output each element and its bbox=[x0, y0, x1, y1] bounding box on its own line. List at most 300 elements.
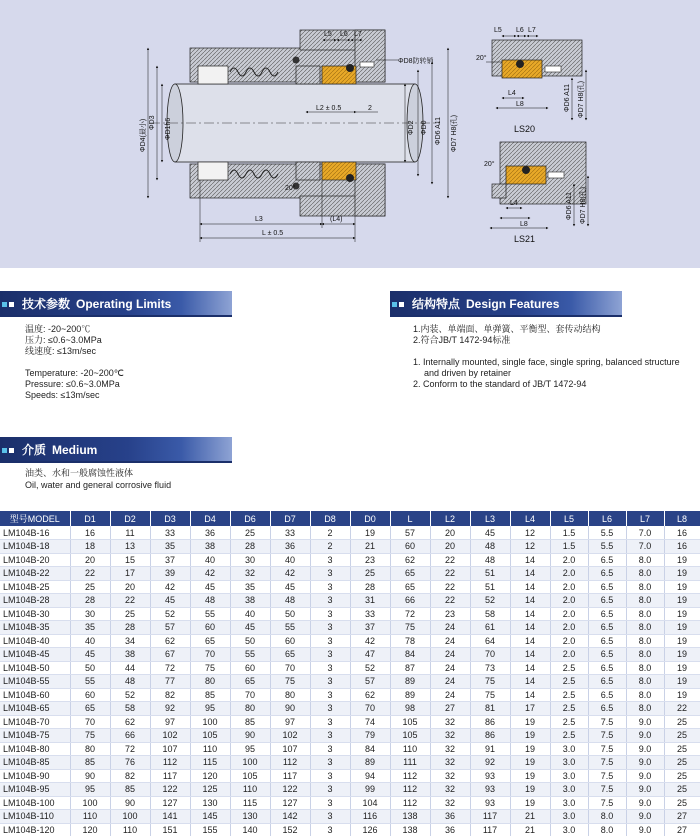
value-cell: 21 bbox=[510, 810, 550, 824]
model-cell: LM104B-95 bbox=[0, 783, 70, 797]
value-cell: 66 bbox=[390, 594, 430, 608]
banner-square-icon bbox=[9, 448, 14, 453]
value-cell: 3.0 bbox=[550, 769, 588, 783]
value-cell: 86 bbox=[470, 729, 510, 743]
table-row bbox=[0, 621, 700, 635]
value-cell: 52 bbox=[110, 688, 150, 702]
value-cell: 91 bbox=[470, 742, 510, 756]
value-cell: 72 bbox=[110, 742, 150, 756]
value-cell: 9.0 bbox=[626, 769, 664, 783]
value-cell: 8.0 bbox=[588, 810, 626, 824]
model-cell: LM104B-25 bbox=[0, 580, 70, 594]
table-row bbox=[0, 540, 700, 554]
value-cell: 7.5 bbox=[588, 756, 626, 770]
value-cell: 7.5 bbox=[588, 769, 626, 783]
value-cell: 48 bbox=[470, 540, 510, 554]
column-header: D1 bbox=[70, 511, 110, 526]
value-cell: 110 bbox=[190, 742, 230, 756]
dim-two: 2 bbox=[368, 105, 372, 112]
value-cell: 126 bbox=[350, 823, 390, 836]
value-cell: 84 bbox=[390, 648, 430, 662]
value-cell: 7.0 bbox=[626, 526, 664, 540]
value-cell: 45 bbox=[470, 526, 510, 540]
value-cell: 90 bbox=[70, 769, 110, 783]
table-row bbox=[0, 729, 700, 743]
value-cell: 42 bbox=[190, 567, 230, 581]
value-cell: 48 bbox=[110, 675, 150, 689]
value-cell: 32 bbox=[230, 567, 270, 581]
value-cell: 19 bbox=[510, 742, 550, 756]
value-cell: 24 bbox=[430, 648, 470, 662]
value-cell: 2.5 bbox=[550, 675, 588, 689]
banner-square-icon bbox=[2, 302, 7, 307]
value-cell: 19 bbox=[510, 729, 550, 743]
design-features-banner bbox=[390, 291, 622, 315]
table-row bbox=[0, 742, 700, 756]
value-cell: 25 bbox=[70, 580, 110, 594]
dim-d3: ΦD3 bbox=[149, 115, 156, 130]
dim-l7: L7 bbox=[354, 31, 362, 38]
value-cell: 8.0 bbox=[626, 702, 664, 716]
value-cell: 151 bbox=[150, 823, 190, 836]
value-cell: 13 bbox=[110, 540, 150, 554]
value-cell: 7.5 bbox=[588, 783, 626, 797]
value-cell: 142 bbox=[270, 810, 310, 824]
value-cell: 75 bbox=[270, 675, 310, 689]
value-cell: 3 bbox=[310, 594, 350, 608]
value-cell: 24 bbox=[430, 675, 470, 689]
value-cell: 120 bbox=[70, 823, 110, 836]
value-cell: 80 bbox=[70, 742, 110, 756]
value-cell: 14 bbox=[510, 648, 550, 662]
value-cell: 9.0 bbox=[626, 823, 664, 836]
value-cell: 117 bbox=[150, 769, 190, 783]
value-cell: 37 bbox=[150, 553, 190, 567]
model-cell: LM104B-20 bbox=[0, 553, 70, 567]
value-cell: 62 bbox=[110, 715, 150, 729]
value-cell: 70 bbox=[270, 661, 310, 675]
model-cell: LM104B-40 bbox=[0, 634, 70, 648]
value-cell: 95 bbox=[230, 742, 270, 756]
value-cell: 95 bbox=[190, 702, 230, 716]
ls20-l4: L4 bbox=[508, 90, 516, 97]
table-row bbox=[0, 783, 700, 797]
value-cell: 32 bbox=[430, 742, 470, 756]
value-cell: 95 bbox=[70, 783, 110, 797]
dim-l5: L5 bbox=[324, 31, 332, 38]
value-cell: 75 bbox=[190, 661, 230, 675]
value-cell: 3 bbox=[310, 810, 350, 824]
value-cell: 75 bbox=[70, 729, 110, 743]
design-en-1b: and driven by retainer bbox=[424, 368, 512, 378]
value-cell: 105 bbox=[230, 769, 270, 783]
value-cell: 155 bbox=[190, 823, 230, 836]
value-cell: 28 bbox=[350, 580, 390, 594]
value-cell: 20 bbox=[110, 580, 150, 594]
value-cell: 80 bbox=[270, 688, 310, 702]
value-cell: 19 bbox=[510, 769, 550, 783]
value-cell: 111 bbox=[390, 756, 430, 770]
ls21-l8: L8 bbox=[520, 221, 528, 228]
table-row bbox=[0, 675, 700, 689]
value-cell: 75 bbox=[470, 688, 510, 702]
value-cell: 17 bbox=[510, 702, 550, 716]
design-cn-1: 1.内装、单端面、单弹簧、平衡型、套传动结构 bbox=[413, 324, 601, 334]
value-cell: 16 bbox=[664, 540, 700, 554]
value-cell: 65 bbox=[70, 702, 110, 716]
value-cell: 42 bbox=[350, 634, 390, 648]
value-cell: 22 bbox=[430, 567, 470, 581]
value-cell: 93 bbox=[470, 769, 510, 783]
medium-banner bbox=[0, 437, 232, 461]
value-cell: 21 bbox=[510, 823, 550, 836]
value-cell: 2.0 bbox=[550, 594, 588, 608]
technical-drawing bbox=[0, 0, 700, 268]
value-cell: 24 bbox=[430, 661, 470, 675]
value-cell: 19 bbox=[664, 675, 700, 689]
model-cell: LM104B-65 bbox=[0, 702, 70, 716]
value-cell: 102 bbox=[150, 729, 190, 743]
value-cell: 19 bbox=[510, 756, 550, 770]
dim-d8: ΦD8防转销 bbox=[398, 58, 434, 65]
value-cell: 8.0 bbox=[626, 675, 664, 689]
value-cell: 19 bbox=[510, 796, 550, 810]
value-cell: 110 bbox=[230, 783, 270, 797]
value-cell: 25 bbox=[664, 742, 700, 756]
value-cell: 84 bbox=[350, 742, 390, 756]
value-cell: 82 bbox=[150, 688, 190, 702]
shaft bbox=[150, 84, 440, 162]
value-cell: 3.0 bbox=[550, 823, 588, 836]
value-cell: 3 bbox=[310, 688, 350, 702]
operating-cn-speed: 线速度: ≤13m/sec bbox=[25, 346, 96, 356]
value-cell: 31 bbox=[350, 594, 390, 608]
value-cell: 138 bbox=[390, 823, 430, 836]
dim-l6: L6 bbox=[340, 31, 348, 38]
value-cell: 105 bbox=[390, 715, 430, 729]
ls21-angle: 20° bbox=[484, 161, 495, 168]
value-cell: 125 bbox=[190, 783, 230, 797]
value-cell: 27 bbox=[664, 823, 700, 836]
value-cell: 60 bbox=[70, 688, 110, 702]
value-cell: 85 bbox=[230, 715, 270, 729]
value-cell: 3.0 bbox=[550, 783, 588, 797]
value-cell: 42 bbox=[150, 580, 190, 594]
table-row bbox=[0, 769, 700, 783]
value-cell: 9.0 bbox=[626, 783, 664, 797]
model-cell: LM104B-60 bbox=[0, 688, 70, 702]
value-cell: 27 bbox=[430, 702, 470, 716]
value-cell: 25 bbox=[110, 607, 150, 621]
value-cell: 35 bbox=[70, 621, 110, 635]
value-cell: 37 bbox=[350, 621, 390, 635]
value-cell: 23 bbox=[430, 607, 470, 621]
value-cell: 3 bbox=[310, 675, 350, 689]
value-cell: 64 bbox=[470, 634, 510, 648]
value-cell: 32 bbox=[430, 715, 470, 729]
value-cell: 62 bbox=[150, 634, 190, 648]
value-cell: 100 bbox=[190, 715, 230, 729]
value-cell: 70 bbox=[350, 702, 390, 716]
seal-cross-section bbox=[0, 0, 700, 268]
value-cell: 32 bbox=[430, 729, 470, 743]
table-row bbox=[0, 810, 700, 824]
dim-d4: ΦD4(最小) bbox=[140, 118, 147, 152]
value-cell: 127 bbox=[150, 796, 190, 810]
value-cell: 115 bbox=[230, 796, 270, 810]
value-cell: 145 bbox=[190, 810, 230, 824]
value-cell: 70 bbox=[70, 715, 110, 729]
value-cell: 48 bbox=[470, 553, 510, 567]
value-cell: 127 bbox=[270, 796, 310, 810]
value-cell: 65 bbox=[390, 580, 430, 594]
value-cell: 8.0 bbox=[626, 661, 664, 675]
value-cell: 14 bbox=[510, 621, 550, 635]
stationary-seat-bottom bbox=[322, 162, 356, 182]
value-cell: 66 bbox=[110, 729, 150, 743]
value-cell: 25 bbox=[664, 796, 700, 810]
value-cell: 19 bbox=[664, 688, 700, 702]
value-cell: 19 bbox=[510, 715, 550, 729]
value-cell: 2.5 bbox=[550, 661, 588, 675]
value-cell: 65 bbox=[270, 648, 310, 662]
value-cell: 141 bbox=[150, 810, 190, 824]
value-cell: 50 bbox=[70, 661, 110, 675]
value-cell: 8.0 bbox=[626, 634, 664, 648]
value-cell: 2.0 bbox=[550, 580, 588, 594]
value-cell: 25 bbox=[664, 769, 700, 783]
value-cell: 19 bbox=[664, 621, 700, 635]
value-cell: 65 bbox=[190, 634, 230, 648]
value-cell: 90 bbox=[270, 702, 310, 716]
value-cell: 32 bbox=[430, 796, 470, 810]
value-cell: 12 bbox=[510, 540, 550, 554]
value-cell: 1.5 bbox=[550, 540, 588, 554]
value-cell: 75 bbox=[390, 621, 430, 635]
design-features-title: 结构特点 Design Features bbox=[412, 297, 560, 311]
value-cell: 42 bbox=[270, 567, 310, 581]
value-cell: 45 bbox=[270, 580, 310, 594]
value-cell: 34 bbox=[110, 634, 150, 648]
value-cell: 3 bbox=[310, 634, 350, 648]
value-cell: 2.5 bbox=[550, 715, 588, 729]
dim-d0: ΦD0 bbox=[421, 120, 428, 135]
banner-square-icon bbox=[9, 302, 14, 307]
value-cell: 78 bbox=[390, 634, 430, 648]
value-cell: 3 bbox=[310, 580, 350, 594]
value-cell: 15 bbox=[110, 553, 150, 567]
value-cell: 50 bbox=[230, 634, 270, 648]
value-cell: 22 bbox=[430, 553, 470, 567]
value-cell: 2.0 bbox=[550, 553, 588, 567]
value-cell: 5.5 bbox=[588, 540, 626, 554]
value-cell: 35 bbox=[150, 540, 190, 554]
value-cell: 19 bbox=[664, 594, 700, 608]
value-cell: 27 bbox=[664, 810, 700, 824]
model-cell: LM104B-28 bbox=[0, 594, 70, 608]
value-cell: 55 bbox=[190, 607, 230, 621]
value-cell: 21 bbox=[350, 540, 390, 554]
ls20-label: LS20 bbox=[514, 124, 536, 134]
value-cell: 20 bbox=[430, 540, 470, 554]
value-cell: 80 bbox=[190, 675, 230, 689]
value-cell: 72 bbox=[390, 607, 430, 621]
value-cell: 52 bbox=[150, 607, 190, 621]
value-cell: 6.5 bbox=[588, 648, 626, 662]
value-cell: 79 bbox=[350, 729, 390, 743]
value-cell: 6.5 bbox=[588, 702, 626, 716]
value-cell: 85 bbox=[70, 756, 110, 770]
model-cell: LM104B-16 bbox=[0, 526, 70, 540]
ls20-l5: L5 bbox=[494, 27, 502, 34]
value-cell: 6.5 bbox=[588, 580, 626, 594]
value-cell: 3 bbox=[310, 607, 350, 621]
value-cell: 112 bbox=[390, 769, 430, 783]
value-cell: 3.0 bbox=[550, 810, 588, 824]
value-cell: 57 bbox=[390, 526, 430, 540]
value-cell: 19 bbox=[664, 634, 700, 648]
table-row bbox=[0, 715, 700, 729]
value-cell: 110 bbox=[390, 742, 430, 756]
value-cell: 92 bbox=[470, 756, 510, 770]
value-cell: 2.0 bbox=[550, 567, 588, 581]
value-cell: 45 bbox=[230, 621, 270, 635]
value-cell: 3 bbox=[310, 661, 350, 675]
value-cell: 14 bbox=[510, 594, 550, 608]
value-cell: 3 bbox=[310, 648, 350, 662]
table-row bbox=[0, 702, 700, 716]
column-header: L6 bbox=[588, 511, 626, 526]
value-cell: 7.5 bbox=[588, 715, 626, 729]
value-cell: 77 bbox=[150, 675, 190, 689]
value-cell: 33 bbox=[150, 526, 190, 540]
value-cell: 82 bbox=[110, 769, 150, 783]
value-cell: 25 bbox=[230, 526, 270, 540]
value-cell: 40 bbox=[70, 634, 110, 648]
value-cell: 16 bbox=[70, 526, 110, 540]
value-cell: 130 bbox=[230, 810, 270, 824]
value-cell: 16 bbox=[664, 526, 700, 540]
value-cell: 9.0 bbox=[626, 810, 664, 824]
value-cell: 130 bbox=[190, 796, 230, 810]
table-row bbox=[0, 567, 700, 581]
value-cell: 6.5 bbox=[588, 553, 626, 567]
value-cell: 38 bbox=[110, 648, 150, 662]
medium-title: 介质 Medium bbox=[22, 443, 98, 457]
ls20-angle: 20° bbox=[476, 55, 487, 62]
design-en-1: 1. Internally mounted, single face, single spring, balanced structure bbox=[413, 357, 680, 367]
value-cell: 152 bbox=[270, 823, 310, 836]
value-cell: 20 bbox=[430, 526, 470, 540]
value-cell: 85 bbox=[190, 688, 230, 702]
column-header: D0 bbox=[350, 511, 390, 526]
value-cell: 90 bbox=[110, 796, 150, 810]
medium-cn: 油类、水和一般腐蚀性液体 bbox=[25, 468, 134, 478]
value-cell: 12 bbox=[510, 526, 550, 540]
value-cell: 55 bbox=[230, 648, 270, 662]
value-cell: 14 bbox=[510, 661, 550, 675]
value-cell: 19 bbox=[664, 567, 700, 581]
value-cell: 2.0 bbox=[550, 648, 588, 662]
value-cell: 3 bbox=[310, 756, 350, 770]
model-cell: LM104B-50 bbox=[0, 661, 70, 675]
column-header: 型号MODEL bbox=[0, 511, 70, 526]
value-cell: 24 bbox=[430, 621, 470, 635]
model-cell: LM104B-100 bbox=[0, 796, 70, 810]
column-header: L2 bbox=[430, 511, 470, 526]
value-cell: 2.0 bbox=[550, 634, 588, 648]
column-header: L bbox=[390, 511, 430, 526]
value-cell: 22 bbox=[430, 594, 470, 608]
column-header: L3 bbox=[470, 511, 510, 526]
value-cell: 9.0 bbox=[626, 742, 664, 756]
value-cell: 65 bbox=[390, 567, 430, 581]
value-cell: 81 bbox=[470, 702, 510, 716]
dim-l: L ± 0.5 bbox=[262, 230, 284, 237]
value-cell: 51 bbox=[470, 580, 510, 594]
value-cell: 105 bbox=[390, 729, 430, 743]
column-header: L5 bbox=[550, 511, 588, 526]
table-header-row bbox=[0, 511, 700, 526]
value-cell: 6.5 bbox=[588, 675, 626, 689]
value-cell: 98 bbox=[390, 702, 430, 716]
operating-limits-banner bbox=[0, 291, 232, 315]
value-cell: 2.0 bbox=[550, 607, 588, 621]
operating-limits-title: 技术参数 Operating Limits bbox=[22, 297, 172, 311]
value-cell: 60 bbox=[390, 540, 430, 554]
value-cell: 20 bbox=[70, 553, 110, 567]
value-cell: 32 bbox=[430, 783, 470, 797]
value-cell: 97 bbox=[150, 715, 190, 729]
value-cell: 110 bbox=[110, 823, 150, 836]
value-cell: 8.0 bbox=[626, 580, 664, 594]
column-header: D8 bbox=[310, 511, 350, 526]
value-cell: 24 bbox=[430, 634, 470, 648]
operating-en-pressure: Pressure: ≤0.6~3.0MPa bbox=[25, 379, 120, 389]
value-cell: 61 bbox=[470, 621, 510, 635]
table-row bbox=[0, 823, 700, 836]
medium-en: Oil, water and general corrosive fluid bbox=[25, 480, 172, 490]
value-cell: 55 bbox=[70, 675, 110, 689]
value-cell: 112 bbox=[390, 796, 430, 810]
column-header: D2 bbox=[110, 511, 150, 526]
value-cell: 117 bbox=[470, 823, 510, 836]
value-cell: 45 bbox=[150, 594, 190, 608]
value-cell: 70 bbox=[470, 648, 510, 662]
value-cell: 140 bbox=[230, 823, 270, 836]
value-cell: 36 bbox=[270, 540, 310, 554]
value-cell: 62 bbox=[390, 553, 430, 567]
operating-cn-pressure: 压力: ≤0.6~3.0MPa bbox=[25, 335, 102, 345]
value-cell: 3 bbox=[310, 769, 350, 783]
value-cell: 97 bbox=[270, 715, 310, 729]
value-cell: 52 bbox=[470, 594, 510, 608]
value-cell: 116 bbox=[350, 810, 390, 824]
ls20-detail bbox=[476, 27, 586, 120]
value-cell: 3.0 bbox=[550, 742, 588, 756]
value-cell: 22 bbox=[430, 580, 470, 594]
column-header: D4 bbox=[190, 511, 230, 526]
table-body bbox=[0, 526, 700, 836]
value-cell: 5.5 bbox=[588, 526, 626, 540]
value-cell: 2 bbox=[310, 540, 350, 554]
value-cell: 14 bbox=[510, 567, 550, 581]
value-cell: 25 bbox=[664, 729, 700, 743]
dim-d7: ΦD7 H8(孔) bbox=[451, 114, 458, 152]
model-cell: LM104B-110 bbox=[0, 810, 70, 824]
value-cell: 60 bbox=[270, 634, 310, 648]
value-cell: 11 bbox=[110, 526, 150, 540]
